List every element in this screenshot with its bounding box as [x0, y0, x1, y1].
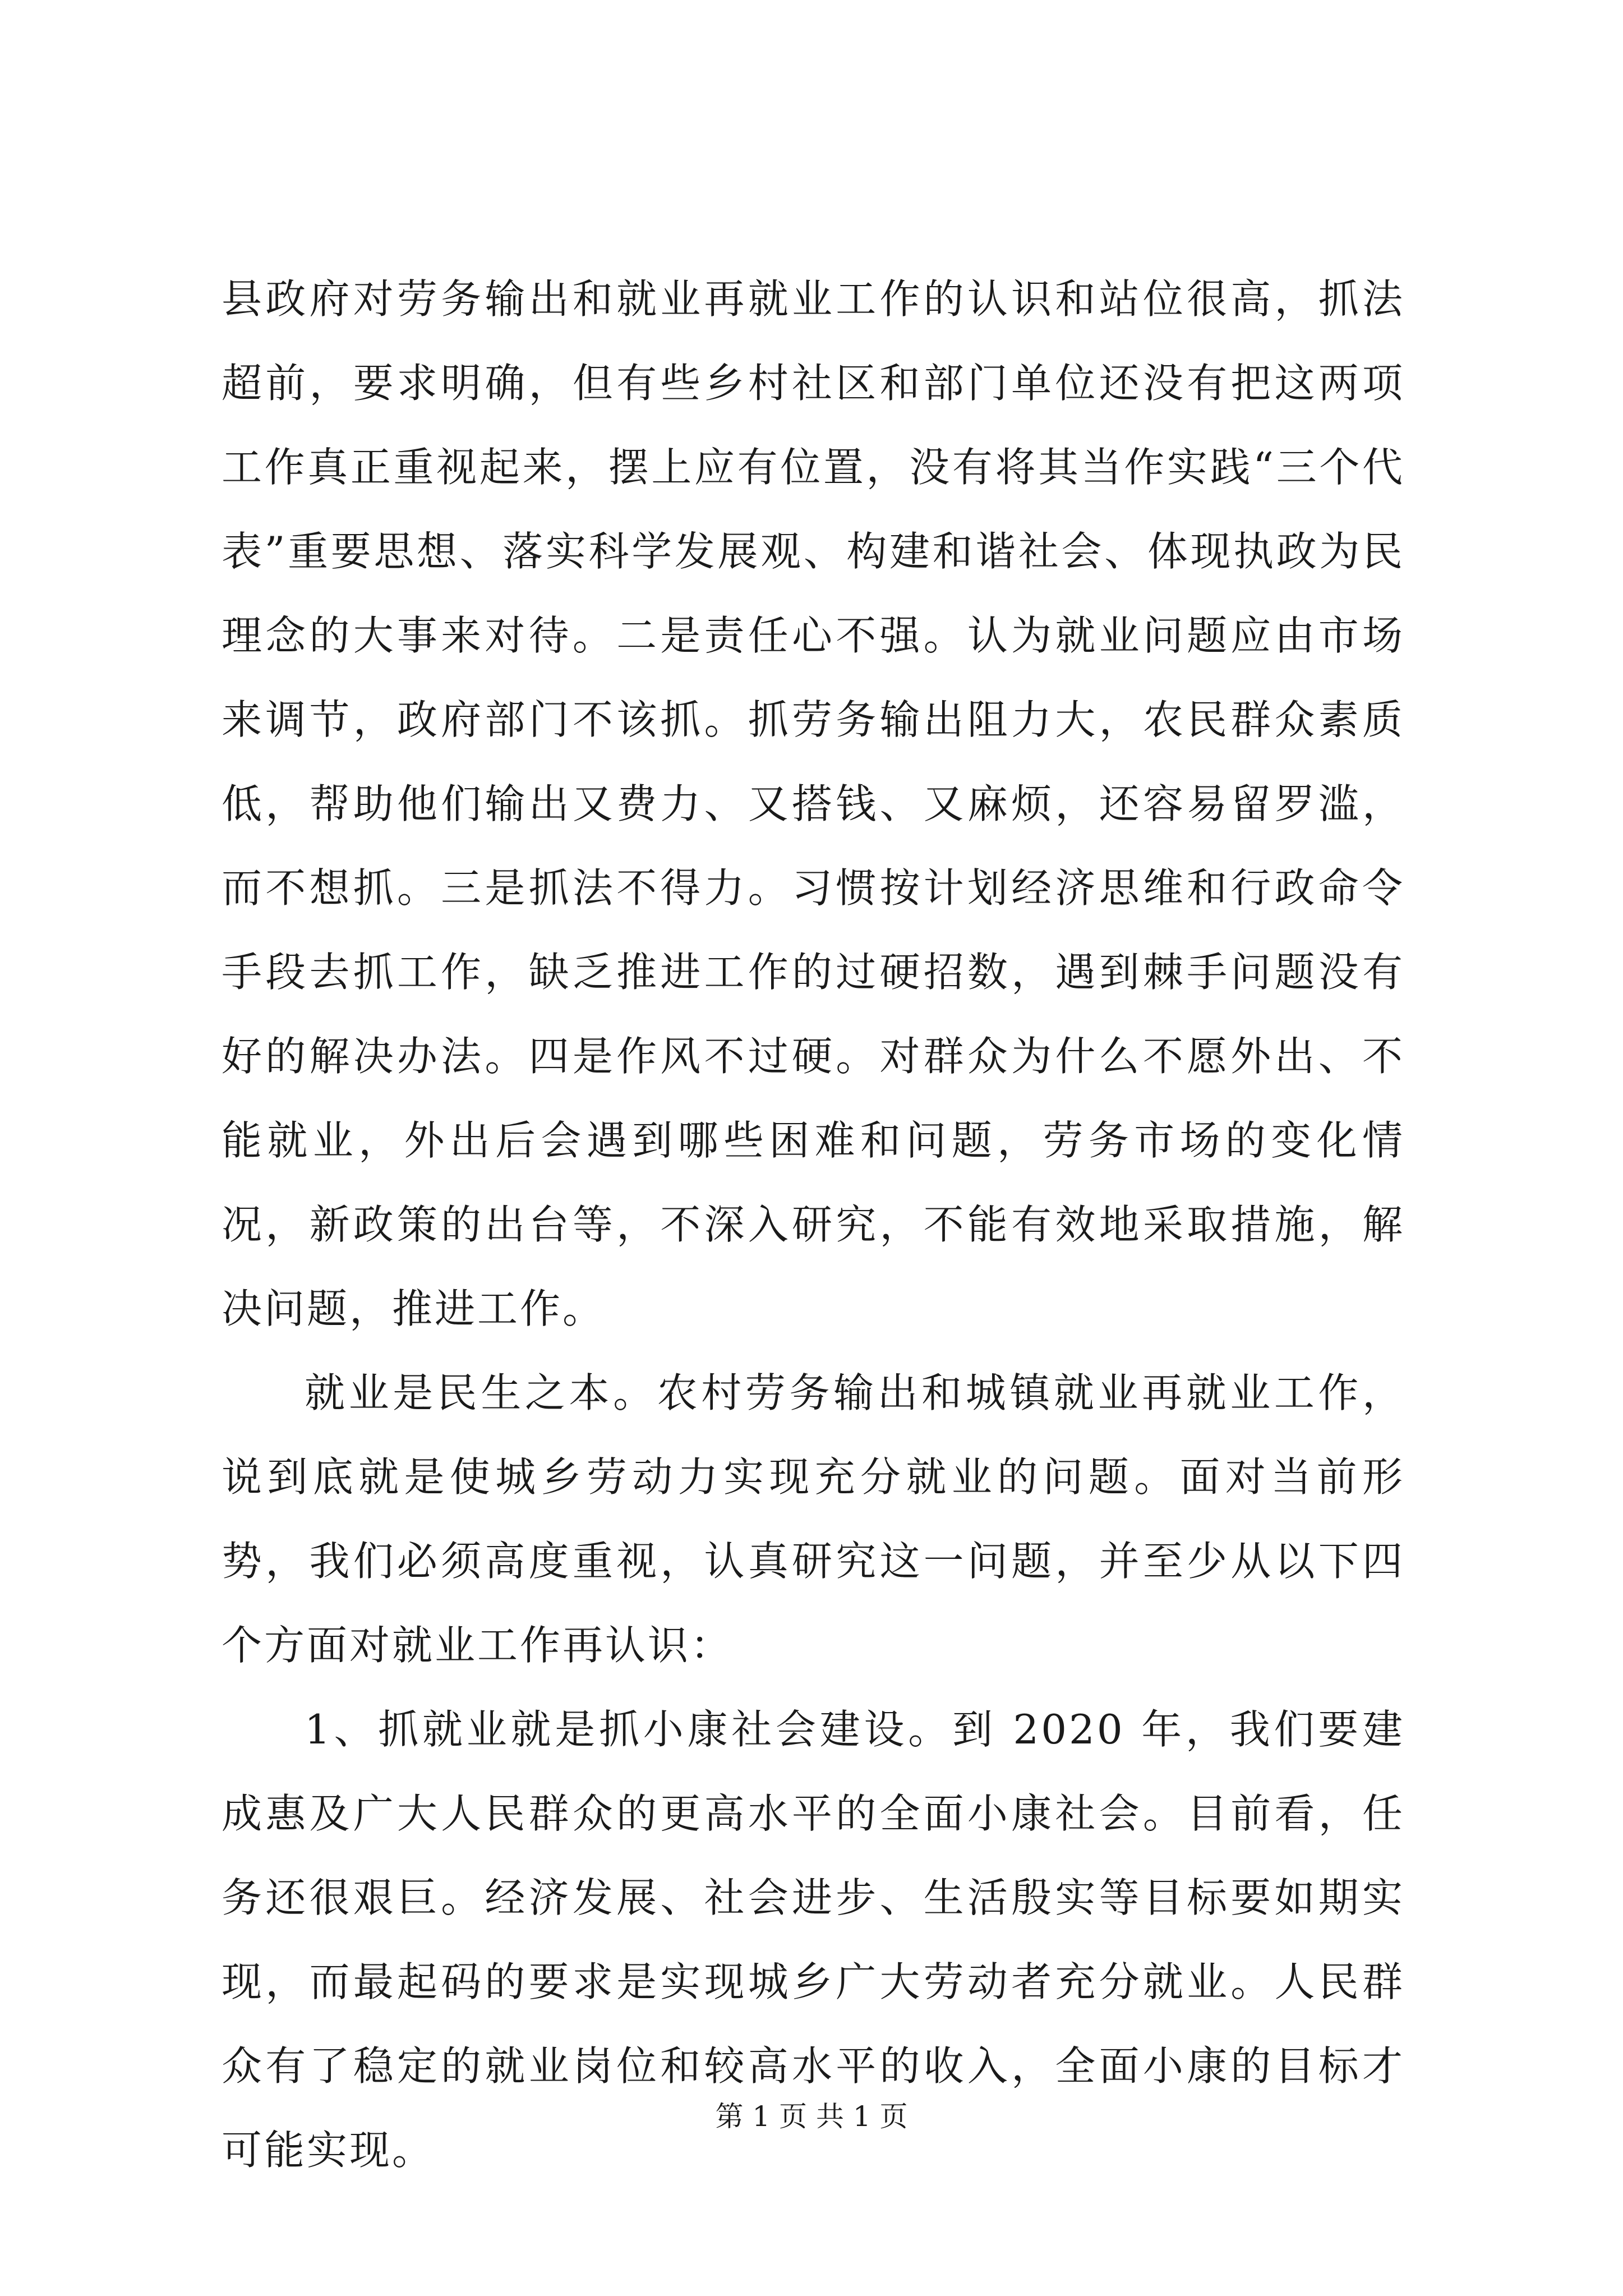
document-body [222, 257, 1405, 2192]
paragraph-2: 就业是民生之本。农村劳务输出和城镇就业再就业工作，说到底就是使城乡劳动力实现充分就业的问题。面对当前形势，我们必须高度重视，认真研究这一问题，并至少从以下四个方面对就业工作再认识： [222, 1369, 1405, 1669]
paragraph-3: 1、抓就业就是抓小康社会建设。到 2020 年，我们要建成惠及广大人民群众的更高水平的全面小康社会。目前看，任务还很艰巨。经济发展、社会进步、生活殷实等目标要如期实现，而最起码的要求是实现城乡广大劳动者充分就业。人民群众有了稳定的就业岗位和较高水平的收入，全面小康的目标才可能实现。 [222, 1706, 1405, 2174]
paragraph-1: 县政府对劳务输出和就业再就业工作的认识和站位很高，抓法超前，要求明确，但有些乡村社区和部门单位还没有把这两项工作真正重视起来，摆上应有位置，没有将其当作实践“三个代表”重要思想、落实科学发展观、构建和谐社会、体现执政为民理念的大事来对待。二是责任心不强。认为就业问题应由市场来调节，政府部门不该抓。抓劳务输出阻力大，农民群众素质低，帮助他们输出又费力、又搭钱、又麻烦，还容易留罗滥，而不想抓。三是抓法不得力。习惯按计划经济思维和行政命令手段去抓工作，缺乏推进工作的过硬招数，遇到棘手问题没有好的解决办法。四是作风不过硬。对群众为什么不愿外出、不能就业，外出后会遇到哪些困难和问题，劳务市场的变化情况，新政策的出台等，不深入研究，不能有效地采取措施，解决问题，推进工作。 [222, 275, 1405, 1332]
page-footer: 第 1 页 共 1 页 [715, 2100, 908, 2133]
